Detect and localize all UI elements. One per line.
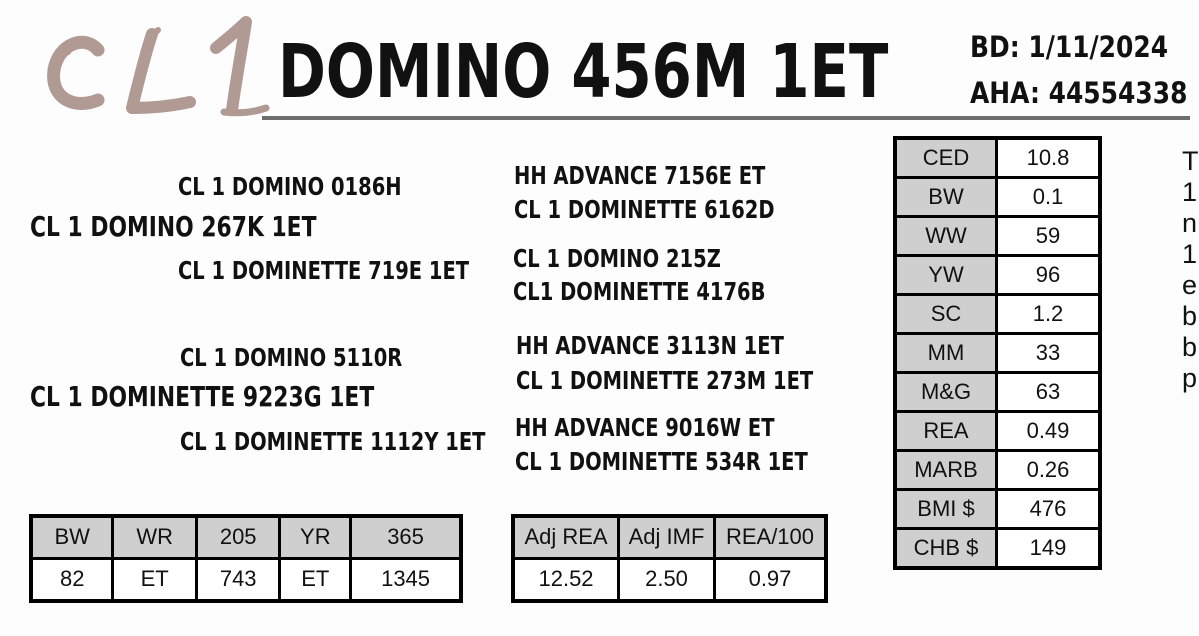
- carcass-value-rea-100: 0.97: [714, 558, 826, 601]
- cl1-logo: [40, 8, 272, 126]
- pedigree-g3-1: HH ADVANCE 7156E ET: [514, 161, 766, 190]
- pedigree-dam: CL 1 DOMINETTE 9223G 1ET: [30, 380, 375, 413]
- epd-value: 63: [997, 373, 1101, 412]
- cutoff-text: T 1 n 1 e b b p: [1182, 146, 1199, 393]
- pedigree-g3-4: CL1 DOMINETTE 4176B: [513, 277, 766, 306]
- perf-header-205: 205: [196, 516, 280, 558]
- pedigree-sire-dam: CL 1 DOMINETTE 719E 1ET: [178, 256, 470, 285]
- carcass-table: [511, 514, 828, 603]
- perf-header-365: 365: [351, 516, 461, 558]
- epd-label: YW: [895, 256, 997, 295]
- pedigree-g3-5: HH ADVANCE 3113N 1ET: [516, 331, 784, 360]
- pedigree-sire: CL 1 DOMINO 267K 1ET: [30, 210, 317, 243]
- animal-name-title: DOMINO 456M 1ET: [278, 29, 889, 115]
- perf-value-205: 743: [196, 558, 280, 601]
- header-divider: [262, 116, 1190, 120]
- epd-value: 33: [997, 334, 1101, 373]
- aha-number: AHA: 44554338: [970, 76, 1188, 110]
- perf-value-bw: 82: [31, 558, 113, 601]
- perf-value-yr: ET: [280, 558, 351, 601]
- carcass-value-adj-imf: 2.50: [619, 558, 715, 601]
- epd-value: 10.8: [997, 138, 1101, 178]
- epd-label: REA: [895, 412, 997, 451]
- epd-value: 149: [997, 529, 1101, 569]
- epd-value: 59: [997, 217, 1101, 256]
- epd-value: 1.2: [997, 295, 1101, 334]
- svg-text:CL1: CL1: [40, 8, 42, 9]
- carcass-header-adj-rea: Adj REA: [513, 516, 619, 558]
- epd-value: 0.26: [997, 451, 1101, 490]
- epd-value: 0.49: [997, 412, 1101, 451]
- perf-value-wr: ET: [113, 558, 196, 601]
- epd-label: BMI $: [895, 490, 997, 529]
- epd-value: 0.1: [997, 178, 1101, 217]
- perf-header-bw: BW: [31, 516, 113, 558]
- pedigree-g3-3: CL 1 DOMINO 215Z: [513, 244, 721, 273]
- perf-header-yr: YR: [280, 516, 351, 558]
- pedigree-dam-sire: CL 1 DOMINO 5110R: [180, 343, 403, 372]
- epd-label: CHB $: [895, 529, 997, 569]
- epd-label: SC: [895, 295, 997, 334]
- pedigree-sire-sire: CL 1 DOMINO 0186H: [178, 172, 402, 201]
- epd-label: BW: [895, 178, 997, 217]
- pedigree-g3-7: HH ADVANCE 9016W ET: [515, 413, 775, 442]
- epd-label: CED: [895, 138, 997, 178]
- epd-label: M&G: [895, 373, 997, 412]
- epd-table: [893, 136, 1102, 570]
- epd-label: MARB: [895, 451, 997, 490]
- epd-label: MM: [895, 334, 997, 373]
- performance-table: [29, 514, 463, 603]
- perf-value-365: 1345: [351, 558, 461, 601]
- pedigree-dam-dam: CL 1 DOMINETTE 1112Y 1ET: [180, 427, 486, 456]
- perf-header-wr: WR: [113, 516, 196, 558]
- carcass-header-rea-100: REA/100: [714, 516, 826, 558]
- epd-value: 96: [997, 256, 1101, 295]
- epd-value: 476: [997, 490, 1101, 529]
- pedigree-g3-6: CL 1 DOMINETTE 273M 1ET: [516, 366, 814, 395]
- pedigree-g3-2: CL 1 DOMINETTE 6162D: [514, 195, 775, 224]
- pedigree-g3-8: CL 1 DOMINETTE 534R 1ET: [515, 447, 808, 476]
- carcass-value-adj-rea: 12.52: [513, 558, 619, 601]
- carcass-header-adj-imf: Adj IMF: [619, 516, 715, 558]
- birth-date: BD: 1/11/2024: [970, 30, 1169, 64]
- epd-label: WW: [895, 217, 997, 256]
